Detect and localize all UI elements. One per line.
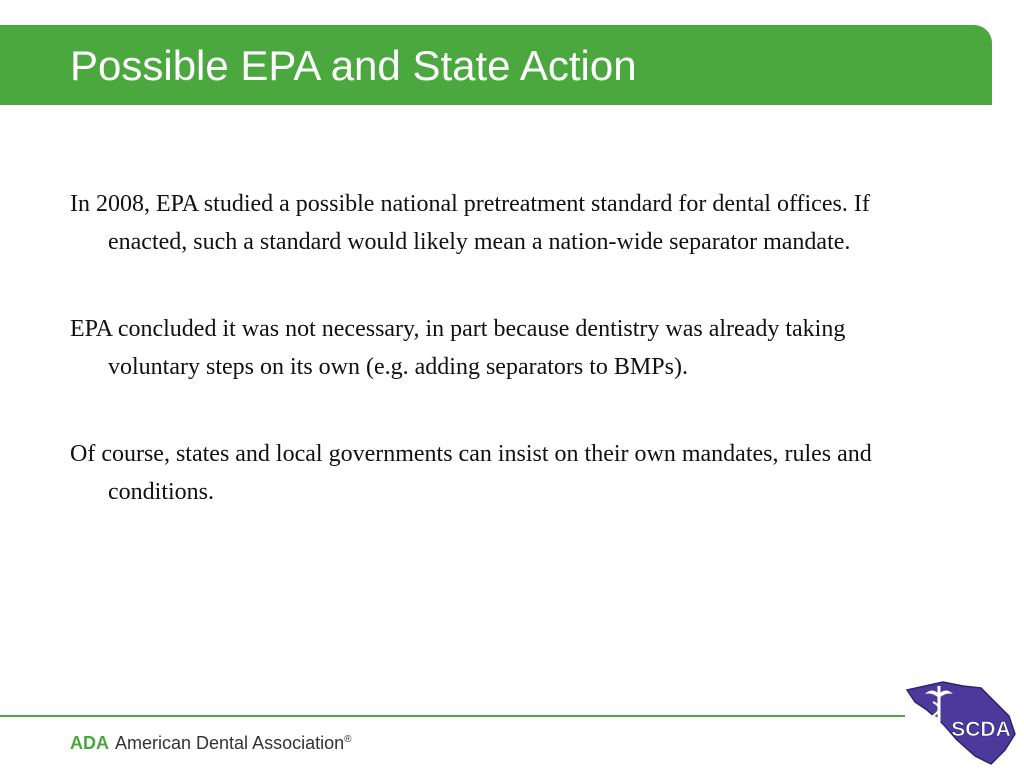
ada-abbrev: ADA: [70, 733, 109, 753]
scda-label: SCDA: [951, 718, 1011, 741]
scda-emblem-icon: [905, 676, 1020, 766]
slide-body: [70, 185, 930, 560]
paragraph-1: In 2008, EPA studied a possible national pretreatment standard for dental offices. If enacted, such a standard would likely mean a nation-wide separator mandate.: [70, 191, 870, 255]
ada-name: American Dental Association: [115, 733, 345, 753]
paragraph-2: EPA concluded it was not necessary, in part because dentistry was already taking voluntary steps on its own (e.g. adding separators to BMPs).: [70, 316, 846, 380]
footer-divider: [0, 715, 905, 717]
slide-title: Possible EPA and State Action: [70, 42, 637, 89]
paragraph-3: Of course, states and local governments can insist on their own mandates, rules and conditions.: [70, 441, 872, 505]
registered-mark: ®: [344, 734, 352, 745]
ada-logo: [70, 729, 352, 754]
